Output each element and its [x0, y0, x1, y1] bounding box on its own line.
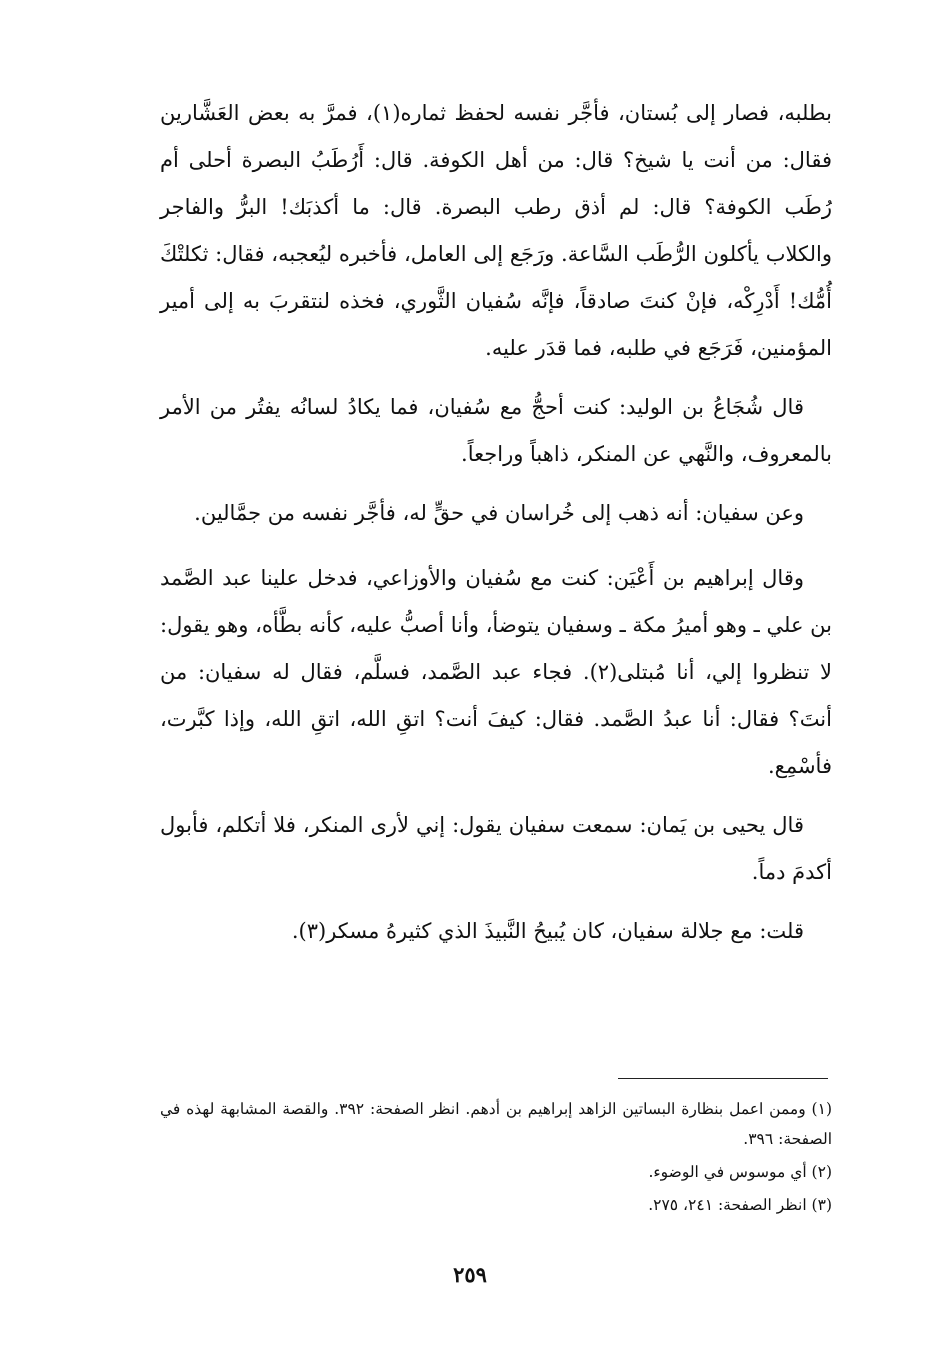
- paragraph-khurasan: وعن سفيان: أنه ذهب إلى خُراسان في حقٍّ له، فأجَّر نفسه من جمَّالين.: [194, 501, 804, 525]
- footnote-3: (٣) انظر الصفحة: ٢٤١، ٢٧٥.: [648, 1196, 832, 1214]
- paragraph-shuja: قال شُجَاعُ بن الوليد: كنت أحجُّ مع سُفيان، فما يكادُ لسانُه يفتُر من الأمر بالمعروف، والنَّهي عن المنكر، ذاهباً وراجعاً.: [160, 395, 832, 466]
- page-number: ٢٥٩: [453, 1262, 487, 1287]
- paragraph-author-note: قلت: مع جلالة سفيان، كان يُبيحُ النَّبيذَ الذي كثيرهُ مسكر(٣).: [291, 919, 804, 943]
- paragraph-ibrahim: وقال إبراهيم بن أَعْيَن: كنت مع سُفيان والأوزاعي، فدخل علينا عبد الصَّمد بن علي ـ وهو أميرُ مكة ـ وسفيان يتوضأ، وأنا أصبُّ عليه، كأنه بطَّأه، وهو يقول: لا تنظروا إلي، أنا مُبتلى(٢). فجاء عبد الصَّمد، فسلَّم، فقال له سفيان: من أنتَ؟ فقال: أنا عبدُ الصَّمد. فقال: كيفَ أنت؟ اتقِ الله، اتقِ الله، وإذا كبَّرت، فأسْمِع.: [160, 566, 833, 778]
- paragraph-yahya: قال يحيى بن يَمان: سمعت سفيان يقول: إني لأرى المنكر، فلا أتكلم، فأبول أكدمَ دماً.: [160, 813, 832, 884]
- paragraph-shirt-story: بطلبه، فصار إلى بُستان، فأجَّر نفسه لحفظ ثماره(١)، فمرَّ به بعض العَشَّارين فقال: من أنت يا شيخ؟ قال: من أهل الكوفة. قال: أَرُطَبُ البصرة أحلى أم رُطَب الكوفة؟ قال: لم أذق رطب البصرة. قال: ما أكذبَك! البرُّ والفاجر والكلاب يأكلون الرُّطَب السَّاعة. ورَجَع إلى العامل، فأخبره ليُعجبه، فقال: ثكلتْكَ أُمُّك! أَدْرِكْه، فإنْ كنتَ صادقاً، فإنَّه سُفيان الثَّوري، فخذه لنتقربَ به إلى أمير المؤمنين، فَرَجَع في طلبه، فما قدَر عليه.: [160, 101, 832, 360]
- footnote-2: (٢) أي موسوس في الوضوء.: [648, 1163, 832, 1181]
- footnote-1: (١) وممن اعمل بنظارة البساتين الزاهد إبراهيم بن أدهم. انظر الصفحة: ٣٩٢. والقصة المشابهة لهذه في الصفحة: ٣٩٦.: [160, 1100, 832, 1148]
- footnotes: [160, 1094, 832, 1223]
- main-text: [160, 90, 832, 955]
- footnote-divider: [618, 1078, 828, 1079]
